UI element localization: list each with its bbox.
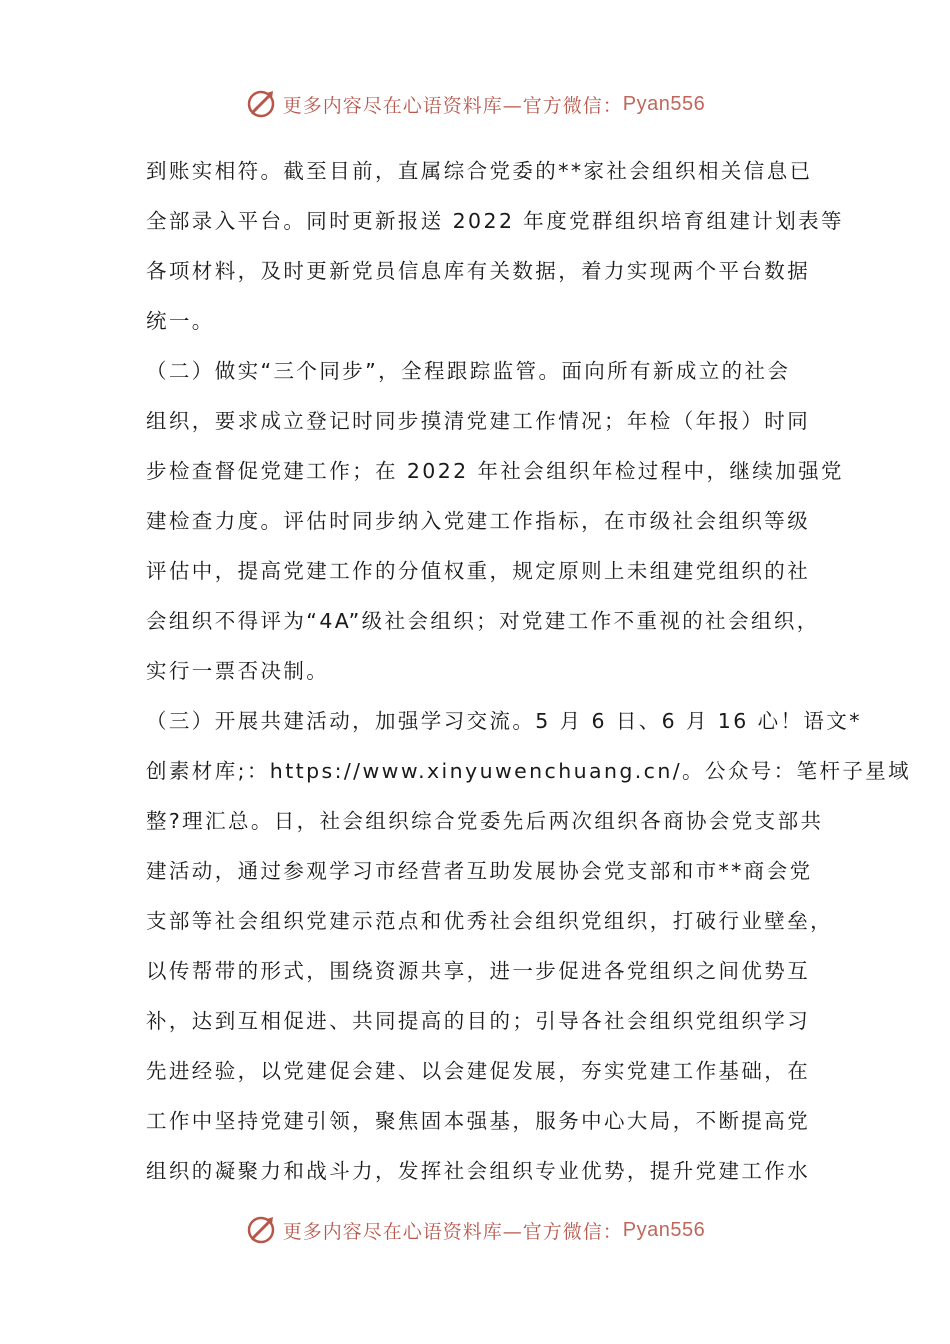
body-line: 各项材料，及时更新党员信息库有关数据，着力实现两个平台数据	[146, 259, 811, 283]
body-line: 支部等社会组织党建示范点和优秀社会组织党组织，打破行业壁垒，	[146, 909, 833, 933]
body-line: 全部录入平台。同时更新报送 2022 年度党群组织培育组建计划表等	[146, 209, 844, 233]
body-line: 步检查督促党建工作；在 2022 年社会组织年检过程中，继续加强党	[146, 459, 844, 483]
footer-banner-wechat-id: Pyan556	[622, 1218, 706, 1241]
body-line: 补，达到互相促进、共同提高的目的；引导各社会组织党组织学习	[146, 1009, 811, 1033]
footer-banner	[0, 1210, 950, 1250]
body-line: 到账实相符。截至目前，直属综合党委的**家社会组织相关信息已	[146, 159, 813, 183]
body-line: 统一。	[146, 309, 215, 333]
body-line: （二）做实“三个同步”，全程跟踪监管。面向所有新成立的社会	[146, 359, 791, 383]
body-line: 工作中坚持党建引领，聚焦固本强基，服务中心大局，不断提高党	[146, 1109, 811, 1133]
body-line: 建活动，通过参观学习市经营者互助发展协会党支部和市**商会党	[146, 859, 813, 883]
body-line: 实行一票否决制。	[146, 659, 330, 683]
body-line: 组织的凝聚力和战斗力，发挥社会组织专业优势，提升党建工作水	[146, 1159, 811, 1183]
body-line: 组织，要求成立登记时同步摸清党建工作情况；年检（年报）时同	[146, 409, 811, 433]
body-line: （三）开展共建活动，加强学习交流。5 月 6 日、6 月 16 心！语文*	[146, 709, 862, 733]
header-banner-text: 更多内容尽在心语资料库—官方微信：	[282, 94, 623, 117]
body-line: 评估中，提高党建工作的分值权重，规定原则上未组建党组织的社	[146, 559, 811, 583]
pen-logo-icon	[245, 1213, 279, 1247]
body-line: 会组织不得评为“4A”级社会组织；对党建工作不重视的社会组织，	[146, 609, 820, 633]
pen-logo-icon	[245, 87, 279, 121]
body-line: 先进经验，以党建促会建、以会建促发展，夯实党建工作基础，在	[146, 1059, 811, 1083]
footer-banner-text: 更多内容尽在心语资料库—官方微信：	[282, 1220, 623, 1243]
body-line: 建检查力度。评估时同步纳入党建工作指标，在市级社会组织等级	[146, 509, 811, 533]
body-line: 创素材库;：https://www.xinyuwenchuang.cn/。公众号：笔杆子星域	[146, 759, 912, 783]
body-line: 整?理汇总。日，社会组织综合党委先后两次组织各商协会党支部共	[146, 809, 824, 833]
header-banner	[0, 84, 950, 124]
body-line: 以传帮带的形式，围绕资源共享，进一步促进各党组织之间优势互	[146, 959, 811, 983]
header-banner-wechat-id: Pyan556	[622, 92, 706, 115]
document-body	[146, 146, 912, 1196]
